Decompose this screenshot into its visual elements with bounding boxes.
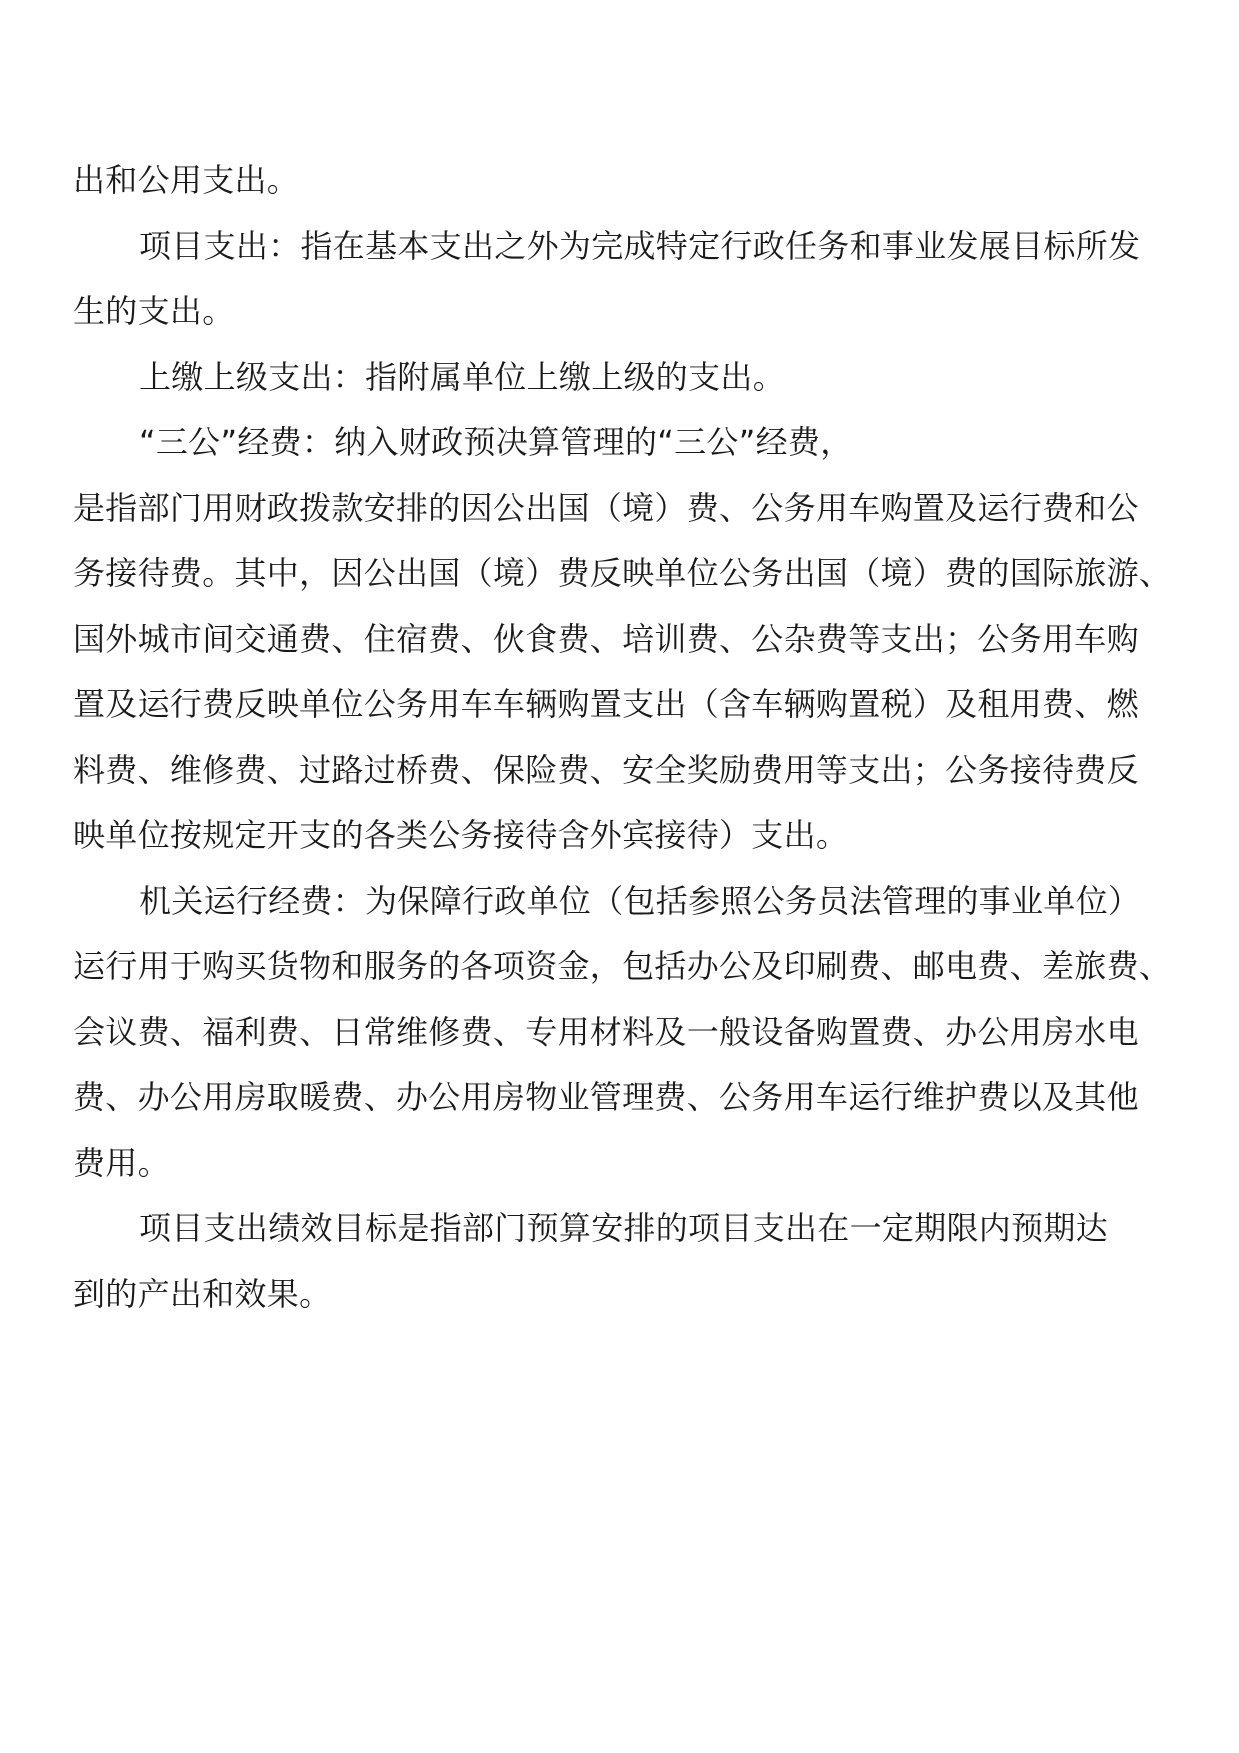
document-body [73,148,1171,1327]
text-line: 上缴上级支出：指附属单位上缴上级的支出。 [139,357,786,396]
text-line: 料费、维修费、过路过桥费、保险费、安全奖励费用等支出；公务接待费反 [73,750,1139,789]
text-line: 到的产出和效果。 [73,1274,332,1313]
paragraph-public-expenditure-tail [73,148,1171,214]
text-line: 运行用于购买货物和服务的各项资金，包括办公及印刷费、邮电费、差旅费、 [73,947,1172,985]
text-line: 费、办公用房取暖费、办公用房物业管理费、公务用车运行维护费以及其他 [73,1078,1139,1116]
text-line: 置及运行费反映单位公务用车车辆购置支出（含车辆购置税）及租用费、燃 [73,685,1139,723]
paragraph-performance-targets [73,1196,1171,1327]
paragraph-remittance-to-superior [73,345,1171,411]
text-line: 项目支出绩效目标是指部门预算安排的项目支出在一定期限内预期达 [139,1209,1109,1247]
text-line: 费用。 [73,1143,170,1182]
text-line: 务接待费。其中，因公出国（境）费反映单位公务出国（境）费的国际旅游、 [73,554,1172,592]
text-line: 项目支出：指在基本支出之外为完成特定行政任务和事业发展目标所发 [139,226,1141,265]
paragraph-agency-operating-expenses [73,869,1171,1197]
paragraph-three-public-expenses-detail [73,476,1171,869]
text-line: 映单位按规定开支的各类公务接待含外宾接待）支出。 [73,816,849,854]
text-line: 国外城市间交通费、住宿费、伙食费、培训费、公杂费等支出；公务用车购 [73,619,1139,658]
text-line: “三公”经费：纳入财政预决算管理的“三公”经费， [139,423,853,461]
text-line: 生的支出。 [73,292,235,330]
text-line: 机关运行经费：为保障行政单位（包括参照公务员法管理的事业单位） [139,881,1141,920]
text-line: 会议费、福利费、日常维修费、专用材料及一般设备购置费、办公用房水电 [73,1012,1139,1051]
text-line: 是指部门用财政拨款安排的因公出国（境）费、公务用车购置及运行费和公 [73,488,1139,527]
paragraph-project-expenditure [73,214,1171,345]
paragraph-three-public-expenses-heading [73,410,1171,476]
text-line: 出和公用支出。 [73,161,300,199]
